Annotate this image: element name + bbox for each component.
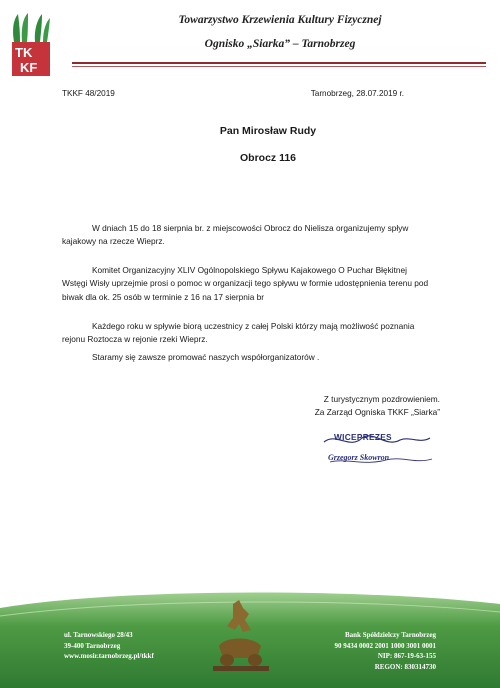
letterhead-divider [72,62,486,64]
body-paragraph [62,351,434,364]
letterhead-divider-thin [72,66,486,67]
body-paragraph [62,222,434,249]
reference-number: TKKF 48/2019 [62,89,115,98]
stamp-name: Grzegorz Skowron [328,453,390,462]
recipient-name: Pan Mirosław Rudy [219,125,317,137]
footer-nip: NIP: 867-19-63-155 [377,652,436,660]
footer-website: www.mosir.tarnobrzeg.pl/tkkf [64,652,154,660]
footer-city: 39-400 Tarnobrzeg [64,641,121,650]
closing-greeting: Z turystycznym pozdrowieniem. [323,394,440,404]
footer-contact [64,630,154,662]
paragraph-text: W dniach 15 do 18 sierpnia br. z miejscowości Obrocz do Nielisza organizujemy spływ kajakowy na rzecze Wieprz. [62,223,409,247]
footer-bank-name: Bank Spółdzielczy Tarnobrzeg [344,631,436,639]
stamp-title: WICEPREZES [334,432,392,442]
paragraph-text: Każdego roku w spływie biorą uczestnicy z całej Polski którzy mają możliwość poznania rejonu Roztocza w rejonie rzeki Wieprz. [62,321,415,345]
handwritten-signature [316,428,436,472]
organization-name: Towarzystwo Krzewienia Kultury Fizycznej [178,14,382,26]
footer-street: ul. Tarnowskiego 28/43 [64,631,133,639]
closing-signatory: Za Zarząd Ogniska TKKF „Siarka” [314,407,440,418]
tkkf-logo [10,12,52,78]
body-paragraph [62,264,434,304]
recipient-address: Obrocz 116 [239,152,297,164]
footer-bank [335,630,437,672]
body-paragraph [62,320,434,347]
footer-regon: REGON: 830314730 [374,662,436,671]
closing-block [240,393,440,420]
paragraph-text: Komitet Organizacyjny XLIV Ogólnopolskiego Spływu Kajakowego O Puchar Błękitnej Wstęgi Wisły uprzejmie prosi o pomoc w organizacji tego spływu w formie udostępnienia terenu pod biwak dla ok. 25 osób w terminie z 16 na 17 sierpnia br [62,265,429,302]
footer-account: 90 9434 0002 2001 1000 3001 0001 [334,641,436,650]
paragraph-text: Staramy się zawsze promować naszych współorganizatorów . [92,352,320,362]
date-line: Tarnobrzeg, 28.07.2019 r. [310,89,404,98]
statue-emblem [205,596,275,676]
svg-text:TK: TK [15,45,33,60]
organization-branch: Ognisko „Siarka” – Tarnobrzeg [204,38,356,50]
svg-text:KF: KF [20,60,38,75]
